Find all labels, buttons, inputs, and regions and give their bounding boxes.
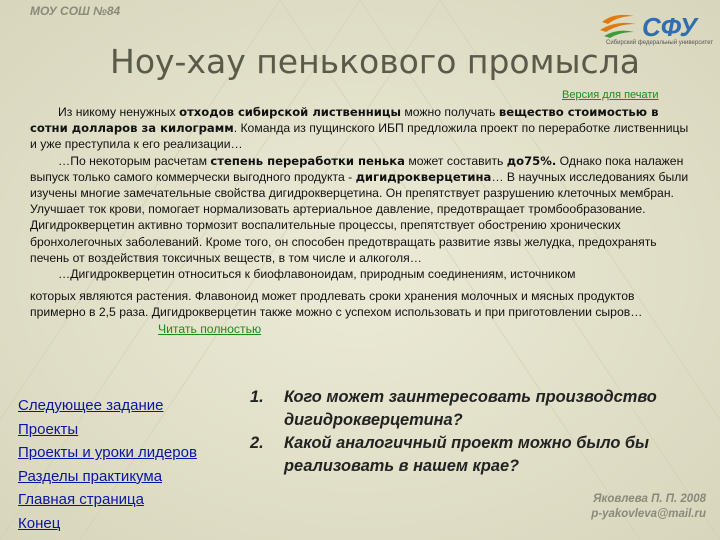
article-paragraph-2: …По некоторым расчетам степень переработки пенька может составить до75%. Однако пока налажен выпуск только самого коммерчески выгодного продукта - дигидрокверцетина… В научных исследованиях были изучены многие замечательные свойства дигидрокверцетина. Он препятствует разрушению клеточных мембран. Улучшает ток крови, помогает нормализовать артериальное давление, предотвращает тромбообразование. Дигидрокверцетин активно тормозит воспалительные процессы, препятствует обострению хронических бронхолегочных заболеваний. Кроме того, он способен предотвращать развитие язвы желудка, предохранять печень от воздействия токсичных веществ, в том числе и алкоголя…	[30, 153, 689, 265]
nav-end[interactable]: Конец	[18, 514, 61, 532]
page-title: Ноу-хау пенькового промысла	[110, 42, 641, 81]
author-signature	[591, 492, 706, 522]
nav-projects[interactable]: Проекты	[18, 420, 79, 438]
nav-next-task[interactable]: Следующее задание	[18, 397, 164, 414]
print-version-link[interactable]: Версия для печати	[562, 89, 659, 101]
logo-text: СФУ	[642, 12, 698, 42]
school-name: МОУ СОШ №84	[30, 4, 121, 18]
sfu-logo-swoosh-icon	[600, 15, 636, 38]
author-name: Яковлева П. П. 2008	[593, 493, 706, 505]
question-list	[250, 386, 710, 478]
question-item: 2. Какой аналогичный проект можно было бы реализовать в нашем крае?	[250, 434, 650, 475]
navigation-links	[18, 394, 197, 536]
article-text	[30, 104, 692, 337]
article-paragraph-1: Из никому ненужных отходов сибирской лиственницы можно получать вещество стоимостью в сотни долларов за килограмм. Команда из пущинского ИБП предложила проект по переработке лиственницы и уже преступила к его реализации…	[30, 105, 689, 152]
nav-leader-projects[interactable]: Проекты и уроки лидеров	[18, 444, 197, 462]
nav-practicum-sections[interactable]: Разделы практикума	[18, 467, 163, 485]
question-item: 1. Кого может заинтересовать производство дигидрокверцетина?	[250, 388, 657, 429]
article-paragraph-4: которых являются растения. Флавоноид может продлевать сроки хранения молочных и мясных продуктов примерно в 2,5 раза. Дигидрокверцетин также можно с успехом использовать и при приготовлении сыров… Читать полностью	[30, 289, 643, 336]
logo-subtitle: Сибирский федеральный университет	[606, 40, 714, 46]
author-email: p-yakovleva@mail.ru	[591, 508, 706, 520]
nav-home[interactable]: Главная страница	[18, 491, 144, 509]
article-paragraph-3: …Дигидрокверцетин относиться к биофлавоноидам, природным соединениям, источником	[58, 267, 576, 282]
read-more-link[interactable]: Читать полностью	[158, 321, 262, 336]
